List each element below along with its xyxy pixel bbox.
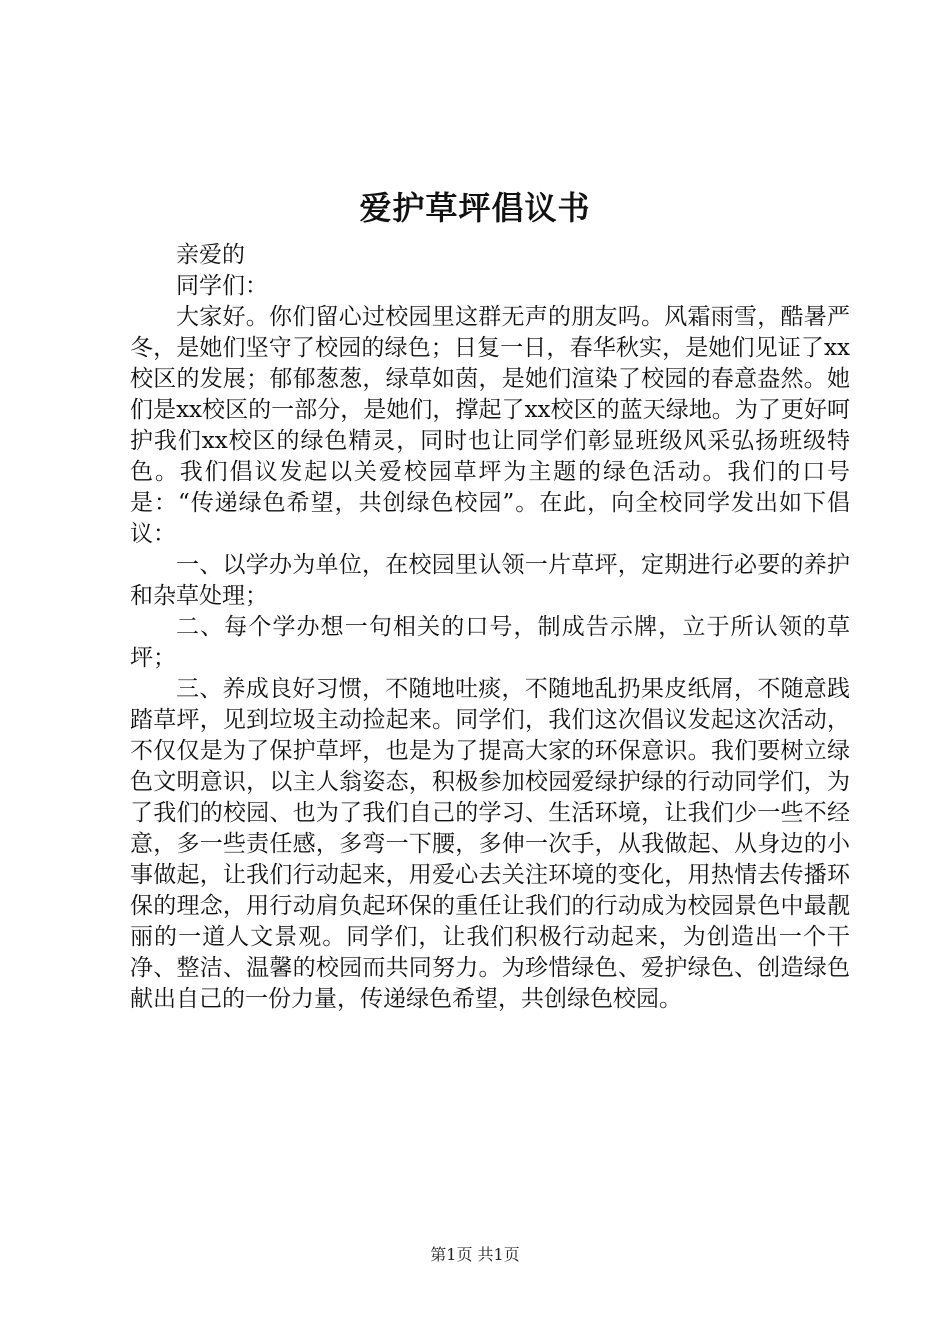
intro-paragraph: 大家好。你们留心过校园里这群无声的朋友吗。风霜雨雪，酷暑严冬，是她们坚守了校园的绿色；日复一日，春华秋实，是她们见证了xx校区的发展；郁郁葱葱，绿草如茵，是她们渲染了校园的春意盎然。她们是xx校区的一部分，是她们，撑起了xx校区的蓝天绿地。为了更好呵护我们xx校区的绿色精灵，同时也让同学们彰显班级风采弘扬班级特色。我们倡议发起以关爱校园草坪为主题的绿色活动。我们的口号是：“传递绿色希望，共创绿色校园”。在此，向全校同学发出如下倡议：	[130, 304, 850, 547]
document-title: 爱护草坪倡议书	[359, 189, 591, 227]
page-footer: 第1页 共1页	[430, 1245, 520, 1264]
salutation-line-1: 亲爱的	[176, 242, 245, 268]
document-body	[130, 240, 850, 1015]
proposal-item-2: 二、每个学办想一句相关的口号，制成告示牌，立于所认领的草坪；	[130, 614, 850, 671]
salutation-line-2: 同学们：	[176, 273, 268, 299]
proposal-item-1: 一、以学办为单位，在校园里认领一片草坪，定期进行必要的养护和杂草处理；	[130, 552, 850, 609]
proposal-item-3: 三、养成良好习惯，不随地吐痰，不随地乱扔果皮纸屑，不随意践踏草坪，见到垃圾主动捡起来。同学们，我们这次倡议发起这次活动，不仅仅是为了保护草坪，也是为了提高大家的环保意识。我们要树立绿色文明意识，以主人翁姿态，积极参加校园爱绿护绿的行动同学们，为了我们的校园、也为了我们自己的学习、生活环境，让我们少一些不经意，多一些责任感，多弯一下腰，多伸一次手，从我做起、从身边的小事做起，让我们行动起来，用爱心去关注环境的变化，用热情去传播环保的理念，用行动肩负起环保的重任让我们的行动成为校园景色中最靓丽的一道人文景观。同学们，让我们积极行动起来，为创造出一个干净、整洁、温馨的校园而共同努力。为珍惜绿色、爱护绿色、创造绿色献出自己的一份力量，传递绿色希望，共创绿色校园。	[130, 676, 850, 1012]
